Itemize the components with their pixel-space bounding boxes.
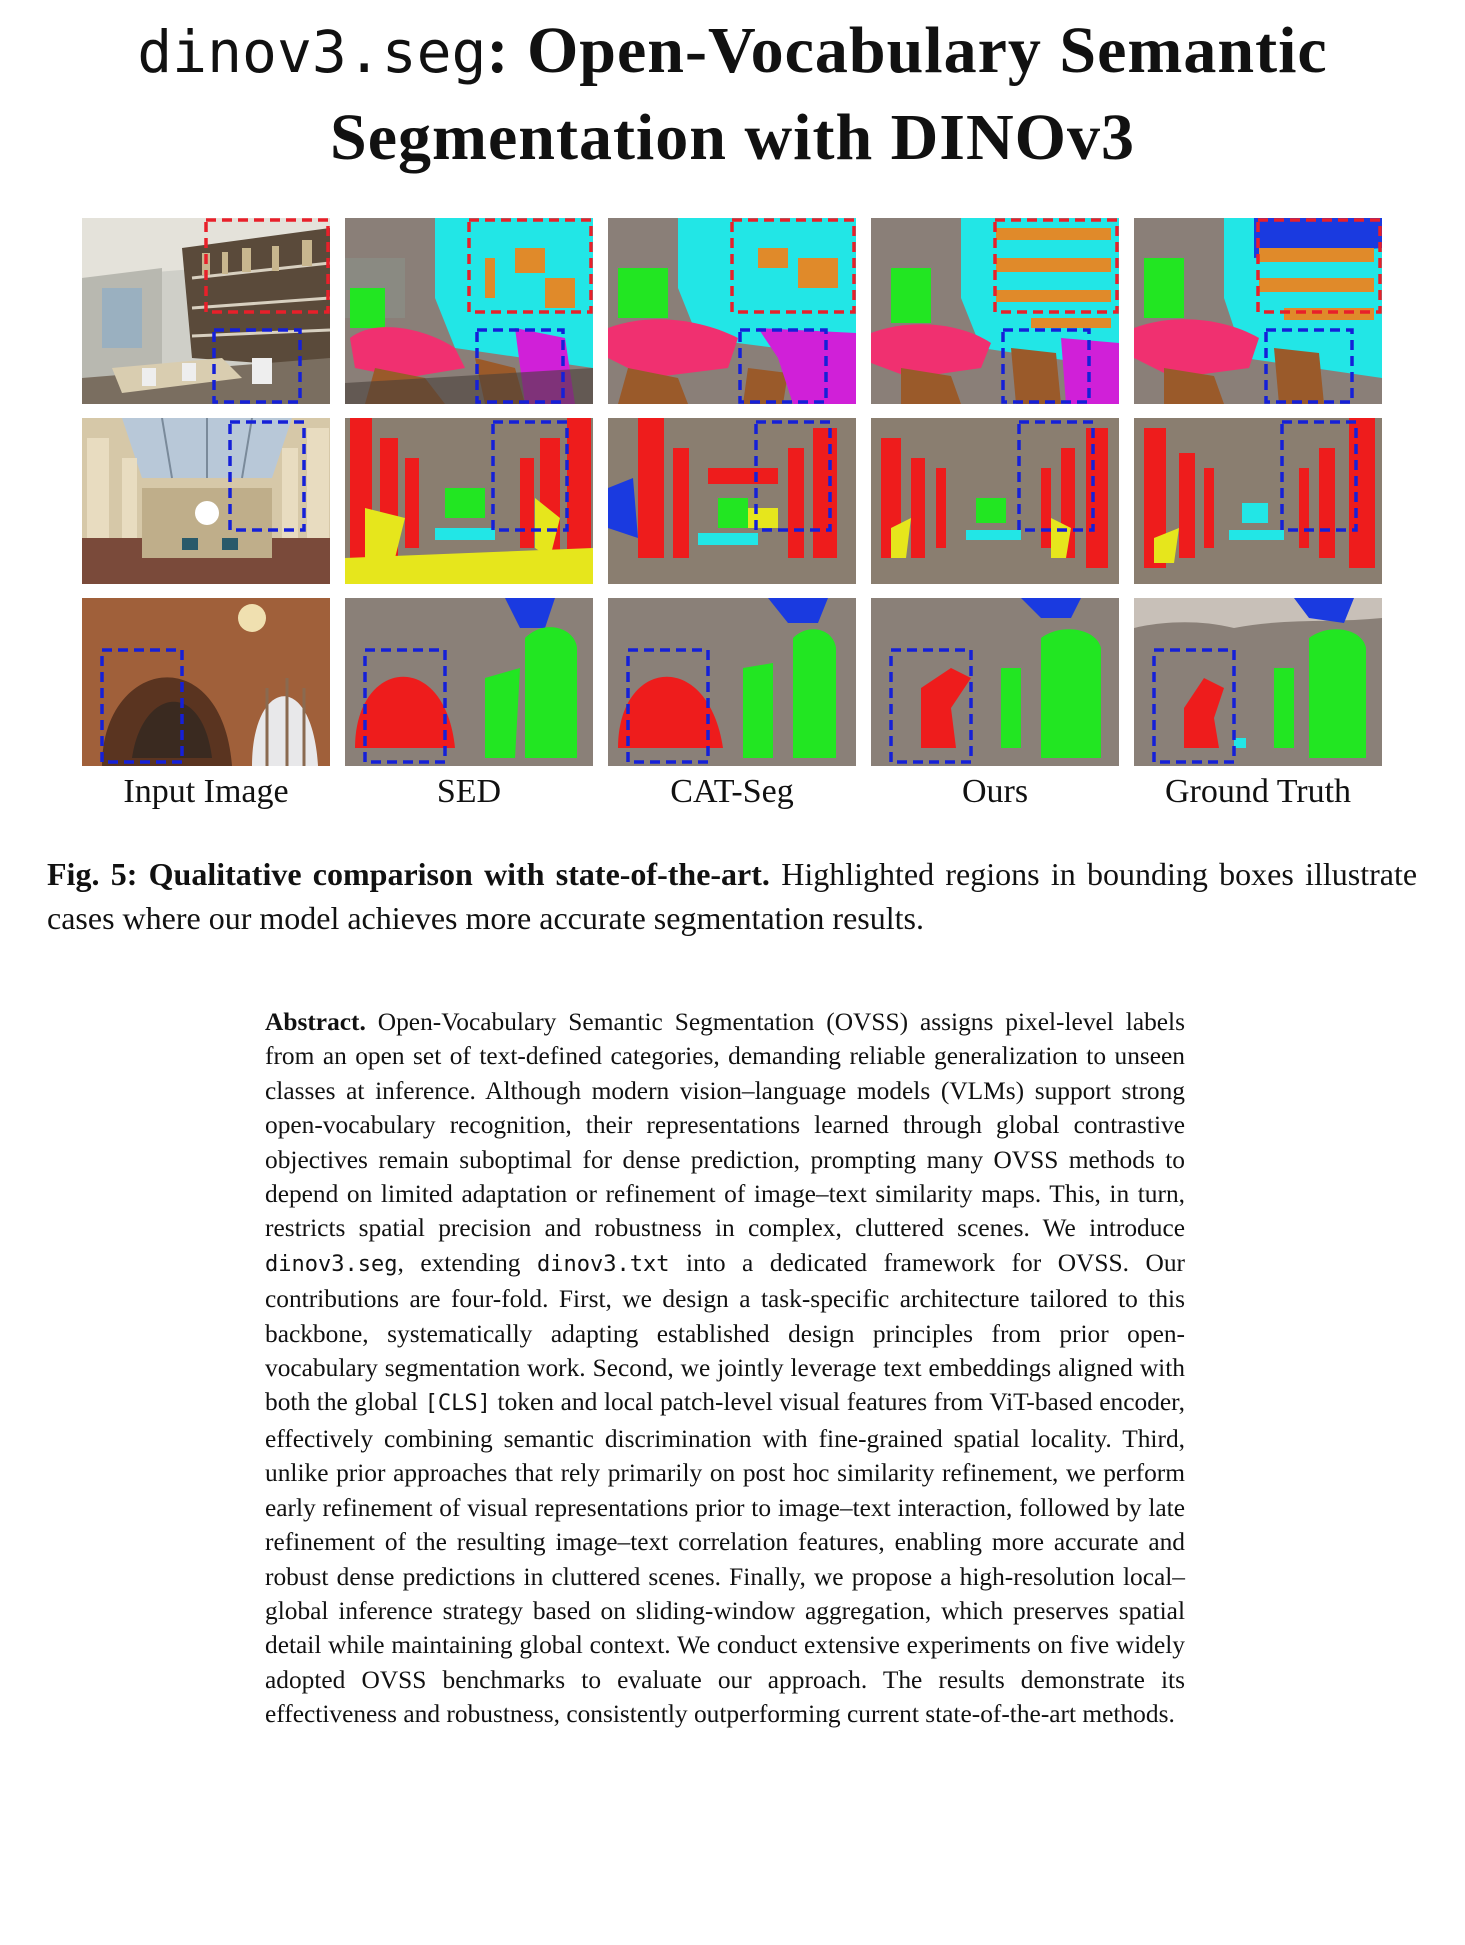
sed-result-atrium (345, 418, 593, 584)
sed-result-arched-room (345, 598, 593, 766)
sed-result-library (345, 218, 593, 404)
ours-result-atrium (871, 418, 1119, 584)
title-rest-line-1: : Open-Vocabulary Semantic (486, 14, 1328, 87)
ground-truth-arched-room (1134, 598, 1382, 766)
title-mono-part: dinov3.seg (137, 18, 487, 86)
caption-label: Fig. 5: (47, 856, 138, 892)
column-label-input-image: Input Image (123, 773, 289, 810)
figure-caption (47, 852, 1417, 940)
caption-bold-text: Qualitative comparison with state-of-the-art. (148, 856, 770, 892)
ground-truth-atrium (1134, 418, 1382, 584)
catseg-result-library (608, 218, 856, 404)
abstract-text-3: into a dedicated framework for OVSS. Our contributions are four-fold. First, we design a task-specific architecture tailored to this backbone, systematically adapting established design principles from prior open-vocabulary segmentation work. Second, we jointly leverage text embeddings aligned with both the global (265, 1248, 1185, 1417)
qualitative-figure (0, 0, 1465, 810)
column-label-ours: Ours (961, 773, 1029, 810)
abstract-code-dinov3-seg: dinov3.seg (265, 1251, 398, 1277)
abstract-text-1: Open-Vocabulary Semantic Segmentation (OVSS) assigns pixel-level labels from an open set of text-defined categories, demanding reliable generalization to unseen classes at inference. Although modern vision–language models (VLMs) support strong open-vocabulary recognition, their representations learned through global contrastive objectives remain suboptimal for dense prediction, prompting many OVSS methods to depend on limited adaptation or refinement of image–text similarity maps. This, in turn, restricts spatial precision and robustness in complex, cluttered scenes. We introduce (265, 1008, 1185, 1243)
abstract-code-cls: [CLS] (424, 1391, 491, 1417)
abstract-text-2: , extending (397, 1248, 521, 1277)
title-line-2: Segmentation with DINOv3 (329, 101, 1135, 174)
abstract-text-4: token and local patch-level visual features from ViT-based encoder, effectively combining semantic discrimination with fine-grained spatial locality. Third, unlike prior approaches that rely primarily on post hoc similarity refinement, we perform early refinement of visual representations prior to image–text interaction, followed by late refinement of the resulting image–text correlation features, enabling more accurate and robust dense predictions in cluttered scenes. Finally, we propose a high-resolution local–global inference strategy based on sliding-window aggregation, which preserves spatial detail while maintaining global context. We conduct extensive experiments on five widely adopted OVSS benchmarks to evaluate our approach. The results demonstrate its effectiveness and robustness, consistently outperforming current state-of-the-art methods. (265, 1388, 1185, 1729)
catseg-result-atrium (608, 418, 856, 584)
abstract-code-dinov3-txt: dinov3.txt (537, 1251, 670, 1277)
column-label-sed: SED (436, 773, 502, 810)
input-image-arched-room (82, 598, 330, 766)
catseg-result-arched-room (608, 598, 856, 766)
abstract (265, 1005, 1185, 1732)
ours-result-library (871, 218, 1119, 404)
input-image-atrium (82, 418, 330, 584)
column-label-catseg: CAT-Seg (670, 773, 794, 810)
ours-result-arched-room (871, 598, 1119, 766)
column-label-ground-truth: Ground Truth (1164, 773, 1352, 810)
abstract-heading: Abstract. (265, 1008, 366, 1036)
caption-text: Highlighted regions in bounding boxes illustrate cases where our model achieves more accurate segmentation results. (47, 856, 1418, 936)
input-image-library (82, 218, 330, 404)
ground-truth-library (1134, 218, 1382, 404)
